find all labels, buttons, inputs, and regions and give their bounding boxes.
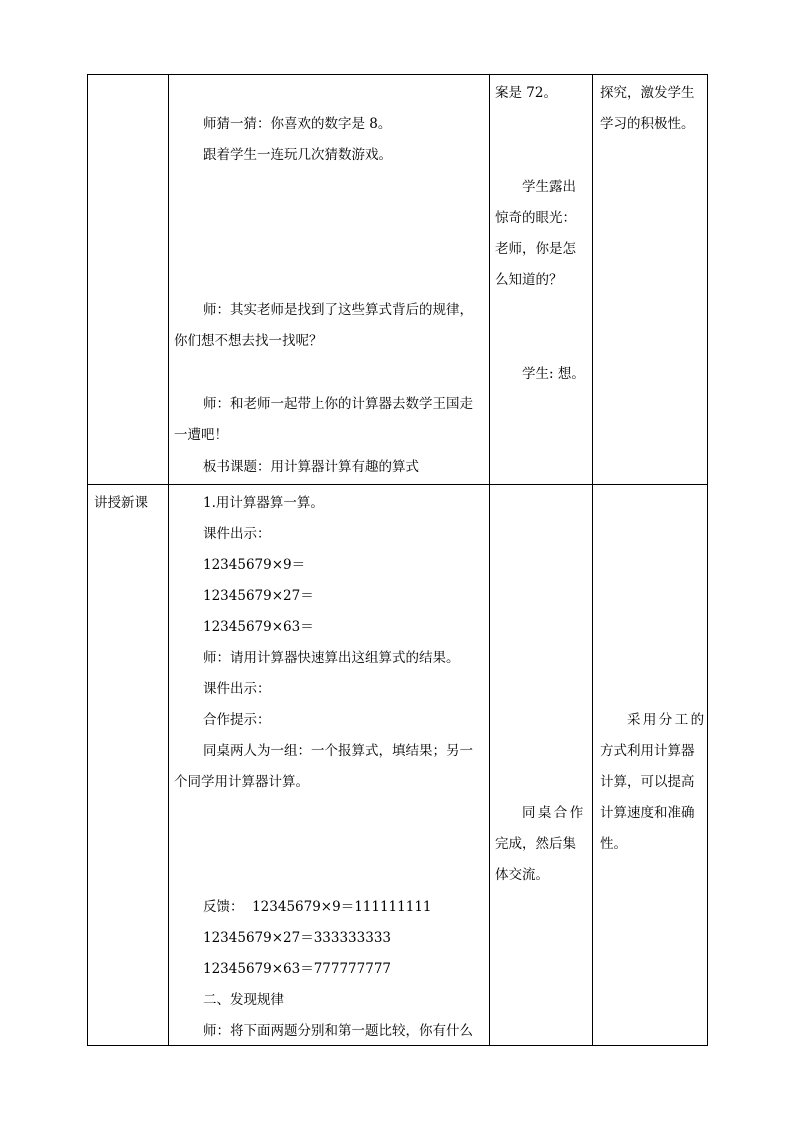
text-line: 课件出示： [203, 526, 271, 542]
text-line: 同桌合作 [522, 805, 586, 821]
text-line: 采用分工的 [627, 712, 707, 728]
text-line: 老师，你是怎 [495, 241, 576, 257]
design-intent-cell [593, 485, 708, 1046]
table-row [88, 75, 708, 485]
text-line: 师：其实老师是找到了这些算式背后的规律， [203, 302, 473, 318]
text-line: 反馈： 12345679×9＝111111111 [203, 899, 432, 915]
text-line: 个同学用计算器计算。 [174, 774, 309, 790]
design-intent-cell [593, 75, 708, 485]
text-line: 合作提示： [203, 712, 271, 728]
student-activity-cell [490, 485, 593, 1046]
text-line: 师猜一猜：你喜欢的数字是 8。 [203, 116, 392, 132]
text-line: 惊奇的眼光： [495, 210, 576, 226]
text-line: 12345679×63＝777777777 [203, 961, 392, 977]
text-line: 12345679×27＝ [203, 588, 314, 604]
text-line: 1.用计算器算一算。 [203, 495, 324, 511]
text-line: 学生: 想。 [522, 366, 585, 382]
text-line: 师：将下面两题分别和第一题比较，你有什么 [203, 1023, 473, 1039]
text-line: 板书课题：用计算器计算有趣的算式 [203, 459, 419, 475]
text-line: 课件出示： [203, 681, 271, 697]
teacher-activity-cell [169, 75, 490, 485]
text-line: 计算，可以提高 [600, 774, 695, 790]
text-line: 跟着学生一连玩几次猜数游戏。 [203, 147, 392, 163]
text-line: 么知道的？ [495, 272, 563, 288]
text-line: 你们想不想去找一找呢？ [174, 333, 323, 349]
text-line: 学生露出 [522, 179, 576, 195]
text-line: 师：请用计算器快速算出这组算式的结果。 [203, 650, 460, 666]
text-line: 12345679×63＝ [203, 619, 314, 635]
text-line: 案是 72。 [495, 85, 557, 101]
text-line: 12345679×9＝ [203, 557, 306, 573]
stage-cell [88, 485, 169, 1046]
stage-label: 讲授新课 [94, 495, 148, 511]
text-line: 计算速度和准确 [600, 805, 695, 821]
text-line: 12345679×27＝333333333 [203, 930, 392, 946]
text-line: 师：和老师一起带上你的计算器去数学王国走 [203, 396, 473, 412]
text-line: 探究，激发学生 [600, 85, 695, 101]
text-line: 体交流。 [495, 867, 549, 883]
teacher-activity-cell [169, 485, 490, 1046]
lesson-plan-table [87, 74, 708, 1046]
stage-cell [88, 75, 169, 485]
text-line: 学习的积极性。 [600, 116, 695, 132]
text-line: 完成，然后集 [495, 836, 576, 852]
text-line: 同桌两人为一组：一个报算式，填结果；另一 [203, 743, 473, 759]
section-heading: 二、发现规律 [203, 992, 284, 1008]
table-row [88, 485, 708, 1046]
text-line: 一遭吧！ [174, 427, 228, 443]
text-line: 性。 [600, 836, 627, 852]
text-line: 方式利用计算器 [600, 743, 695, 759]
student-activity-cell [490, 75, 593, 485]
